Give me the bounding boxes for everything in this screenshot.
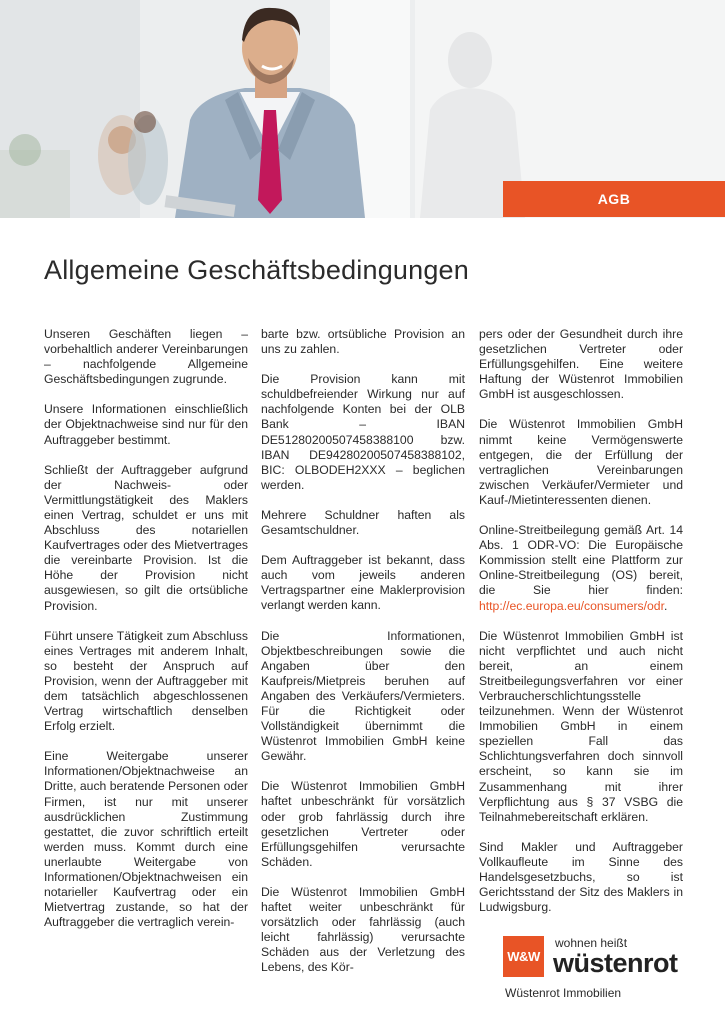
paragraph: Die Wüstenrot Immobilien GmbH haftet weiter unbeschränkt für vorsätzlich oder fahrlässig (auch leicht fahrlässig) verursachte Schäden aus der Verletzung des Lebens, des Kör-	[261, 884, 465, 975]
paragraph: Führt unsere Tätigkeit zum Abschluss eines Vertrages mit anderem Inhalt, so besteht der Anspruch auf Provision, wenn der Auftraggeber mit dem tatsächlich abgeschlossenen Vertrag wirtschaftlich denselben Erfolg erzielt.	[44, 628, 248, 734]
paragraph: barte bzw. ortsübliche Provision an uns zu zahlen.	[261, 327, 465, 357]
paragraph: pers oder der Gesundheit durch ihre gesetzlichen Vertreter oder Erfüllungsgehilfen. Eine weitere Haftung der Wüstenrot Immobilien GmbH ist ausgeschlossen.	[479, 327, 683, 402]
text-column-2	[261, 327, 465, 990]
page-title: Allgemeine Geschäftsbedingungen	[44, 255, 469, 285]
paragraph: Unsere Informationen einschließlich der Objektnachweise sind nur für den Auftraggeber bestimmt.	[44, 402, 248, 447]
ww-logo-mark: W&W	[503, 936, 544, 977]
company-name: Wüstenrot Immobilien	[505, 986, 622, 1000]
odr-text: Online-Streitbeilegung gemäß Art. 14 Abs. 1 ODR-VO: Die Europäische Kommission stellt eine Plattform zur Online-Streitbeilegung (OS) bereit, die Sie hier finden:	[479, 523, 683, 598]
paragraph: Mehrere Schuldner haften als Gesamtschuldner.	[261, 507, 465, 538]
logo-brand: wüstenrot	[553, 948, 678, 978]
text-column-1	[44, 327, 248, 945]
paragraph: Die Provision kann mit schuldbefreiender Wirkung nur auf nachfolgende Konten bei der OLB Bank – IBAN DE51280200507458388100 bzw. IBAN DE94280200507458388102, BIC: OLBODEH2XXX – beglichen werden.	[261, 372, 465, 492]
paragraph: Die Informationen, Objektbeschreibungen sowie die Angaben über den Kaufpreis/Mietpreis beruhen auf Angaben des Verkäufers/Vermieters. Für die Richtigkeit oder Vollständigkeit übernimmt die Wüstenrot Immobilien GmbH keine Gewähr.	[261, 628, 465, 764]
section-tag: AGB	[503, 181, 725, 217]
paragraph: Unseren Geschäften liegen – vorbehaltlich anderer Vereinbarungen – nachfolgende Allgemeine Geschäftsbedingungen zugrunde.	[44, 327, 248, 387]
paragraph: Eine Weitergabe unserer Informationen/Objektnachweise an Dritte, auch beratende Personen oder Firmen, ist nur mit unserer ausdrücklichen Zustimmung gestattet, die zuvor schriftlich erteilt werden muss. Kommt durch eine unerlaubte Weitergabe von Informationen/Objektnachweisen ein notarieller Kaufvertrag oder ein Mietvertrag zustande, so hat der Auftraggeber die vertraglich verein-	[44, 749, 248, 930]
odr-end: .	[663, 598, 668, 613]
paragraph: Dem Auftraggeber ist bekannt, dass auch vom jeweils anderen Vertragspartner eine Maklerprovision verlangt werden kann.	[261, 553, 465, 613]
odr-link[interactable]: http://ec.europa.eu/consumers/odr	[479, 598, 664, 613]
paragraph-odr	[479, 523, 683, 614]
paragraph: Die Wüstenrot Immobilien GmbH haftet unbeschränkt für vorsätzlich oder grob fahrlässig durch ihre gesetzlichen Vertreter oder Erfüllungsgehilfen verursachte Schäden.	[261, 779, 465, 869]
paragraph: Schließt der Auftraggeber aufgrund der Nachweis- oder Vermittlungstätigkeit des Maklers einen Vertrag, schuldet er uns mit Abschluss des notariellen Kaufvertrages oder des Mietvertrages die vereinbarte Provision. Ist die Höhe der Provision nicht ausgewiesen, so gilt die ortsübliche Provision.	[44, 462, 248, 613]
text-column-3	[479, 327, 683, 930]
company-logo	[503, 936, 683, 1002]
paragraph: Sind Makler und Auftraggeber Vollkaufleute im Sinne des Handelsgesetzbuchs, so ist Gerichtsstand der Sitz des Maklers in Ludwigsburg.	[479, 839, 683, 915]
logo-tagline: wohnen heißt	[555, 936, 628, 950]
paragraph: Die Wüstenrot Immobilien GmbH ist nicht verpflichtet und auch nicht bereit, an einem Streitbeilegungsverfahren vor einer Verbraucherschlichtungsstelle teilzunehmen. Wenn der Wüstenrot Immobilien GmbH in einem speziellen Fall das Schlichtungsverfahren doch sinnvoll erscheint, so kann sie im Zusammenhang mit ihrer Verpflichtung aus § 37 VSBG die Teilnahmebereitschaft erklären.	[479, 628, 683, 824]
paragraph: Die Wüstenrot Immobilien GmbH nimmt keine Vermögenswerte entgegen, die der Erfüllung der vertraglichen Vereinbarungen zwischen Verkäufer/Vermieter und Kauf-/Mietinteressenten dienen.	[479, 417, 683, 507]
